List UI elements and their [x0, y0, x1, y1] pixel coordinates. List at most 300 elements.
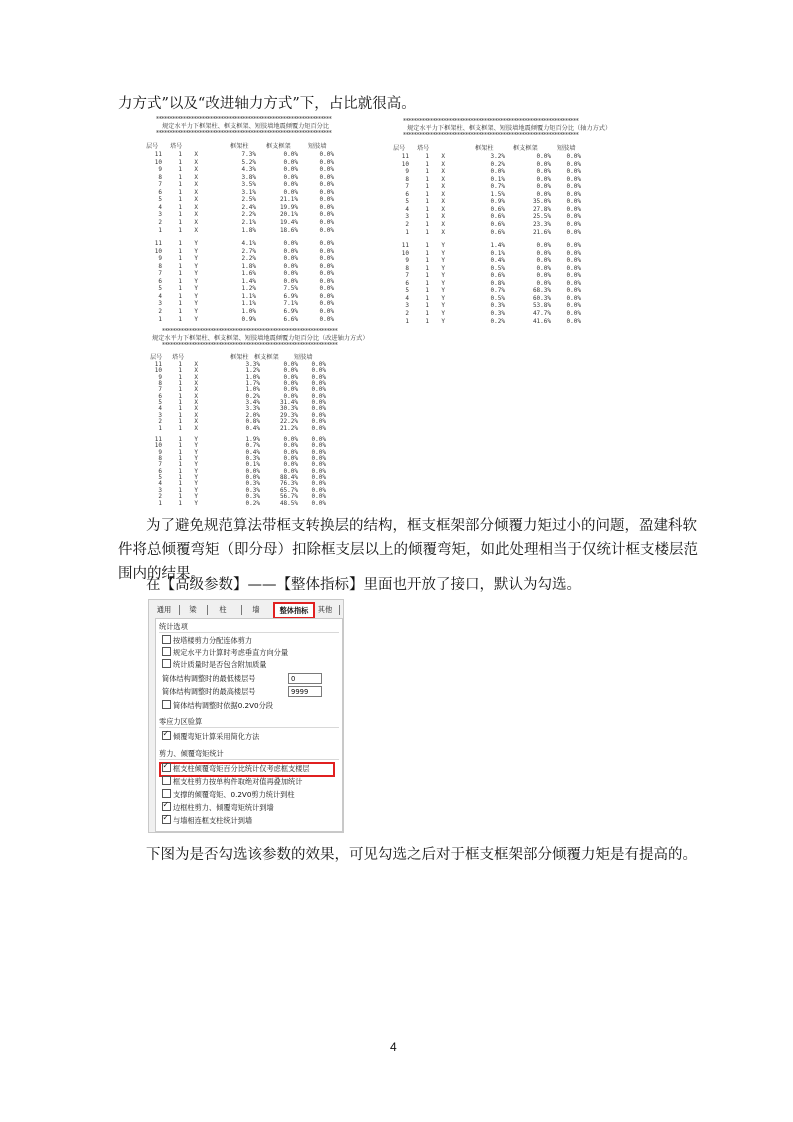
table-cell: 25.5%	[532, 213, 551, 221]
report-column-header: 框架柱	[230, 143, 249, 150]
table-cell: 0.0%	[311, 486, 326, 494]
checkbox-additional-mass[interactable]	[162, 659, 266, 669]
report-axial	[393, 112, 653, 325]
table-cell: 1	[178, 467, 182, 475]
table-cell: 2	[158, 218, 162, 226]
table-cell: 11	[154, 151, 162, 158]
table-cell: 1	[425, 213, 429, 221]
table-cell: 4	[158, 292, 162, 300]
checkbox-box[interactable]	[162, 763, 171, 772]
table-cell: 2	[405, 220, 409, 228]
table-cell: 1.9%	[245, 436, 260, 443]
table-cell: X	[194, 418, 198, 426]
table-cell: 0.0%	[319, 181, 334, 189]
table-cell: 0.0%	[283, 436, 298, 443]
table-cell: 8	[158, 380, 162, 388]
table-cell: 0.0%	[319, 196, 334, 204]
table-cell: 1	[178, 270, 182, 278]
checkbox-absolute-shear[interactable]	[162, 776, 302, 786]
table-cell: 0.0%	[536, 264, 551, 272]
table-cell: 1.0%	[245, 373, 260, 381]
table-cell: Y	[194, 240, 198, 247]
table-cell: 0.0%	[283, 442, 298, 450]
table-cell: 1	[425, 272, 429, 280]
table-cell: 1	[178, 436, 182, 443]
table-cell: 1	[425, 205, 429, 213]
table-cell: 23.3%	[532, 220, 551, 228]
table-cell: Y	[194, 292, 198, 300]
table-cell: Y	[194, 285, 198, 293]
table-cell: 2.1%	[241, 218, 256, 226]
checkbox-transfer-floor-only[interactable]	[162, 763, 310, 773]
table-cell: 4	[405, 294, 409, 302]
table-cell: X	[441, 175, 445, 183]
paragraph-explain-2: 件将总倾覆弯矩（即分母）扣除框支层以上的倾覆弯矩，如此处理相当于仅统计框支楼层范	[118, 542, 698, 558]
tab-overall-indicators[interactable]: 整体指标	[273, 602, 315, 619]
table-cell: 0.0%	[536, 272, 551, 280]
checkbox-label: 与墙相连框支柱统计到墙	[173, 816, 253, 825]
table-cell: 8	[158, 455, 162, 463]
table-cell: 0.0%	[311, 418, 326, 426]
table-cell: 1	[178, 418, 182, 426]
table-cell: 0.0%	[319, 270, 334, 278]
table-cell: 7	[158, 181, 162, 189]
table-cell: 11	[401, 242, 409, 249]
checkbox-label: 支撑的倾覆弯矩、0.2V0剪力统计到柱	[173, 790, 295, 799]
group-zero-stress-title: 零应力区验算	[159, 717, 203, 726]
table-cell: X	[194, 405, 198, 413]
table-cell: 9	[405, 257, 409, 265]
table-cell: 3.2%	[490, 153, 505, 160]
table-cell: 0.0%	[311, 448, 326, 456]
table-cell: 0.0%	[283, 461, 298, 469]
table-cell: 1	[178, 448, 182, 456]
table-cell: X	[194, 386, 198, 394]
table-cell: 0.0%	[283, 166, 298, 174]
table-cell: 0.0%	[319, 211, 334, 219]
table-cell: 48.5%	[279, 499, 298, 507]
table-cell: X	[194, 203, 198, 211]
table-cell: 1	[425, 168, 429, 176]
table-cell: 0.0%	[283, 455, 298, 463]
tab-other[interactable]: 其他	[317, 605, 333, 614]
table-cell: 1.4%	[241, 277, 256, 285]
table-cell: 21.2%	[279, 424, 298, 432]
table-cell: 1.2%	[245, 367, 260, 375]
checkbox-label: 倾覆弯矩计算采用简化方法	[173, 732, 260, 741]
table-cell: 0.0%	[536, 190, 551, 198]
table-cell: 0.0%	[566, 264, 581, 272]
table-cell: 0.1%	[245, 461, 260, 469]
table-cell: 0.0%	[283, 392, 298, 400]
table-cell: 0.5%	[490, 294, 505, 302]
table-cell: 3	[158, 411, 162, 419]
report-title: 规定水平力下框架柱、框支框架、短肢墙地震倾覆力矩百分比	[162, 123, 330, 130]
table-cell: 0.0%	[566, 153, 581, 160]
table-cell: 0.3%	[490, 302, 505, 310]
checkbox-box[interactable]	[162, 635, 171, 644]
table-cell: 18.6%	[279, 226, 298, 234]
table-cell: 7	[158, 461, 162, 469]
report-stars: *****************************************************************	[156, 130, 332, 137]
table-cell: 0.8%	[490, 279, 505, 287]
min-floor-label: 简体结构调整时的最低楼层号	[162, 674, 256, 683]
table-cell: 1	[178, 173, 182, 181]
checkbox-label: 按塔楼剪力分配连体剪力	[173, 636, 253, 645]
table-cell: 35.0%	[532, 198, 551, 206]
checkbox-tower-shear[interactable]	[162, 635, 252, 645]
table-cell: Y	[441, 317, 445, 325]
table-cell: 1	[405, 228, 409, 236]
table-cell: 0.0%	[311, 461, 326, 469]
table-cell: 1	[425, 309, 429, 317]
table-cell: 10	[154, 158, 162, 166]
table-cell: 10	[401, 160, 409, 168]
table-cell: 65.7%	[279, 486, 298, 494]
table-cell: 1.4%	[490, 242, 505, 249]
checkbox-box[interactable]	[162, 659, 171, 668]
table-cell: 1	[178, 399, 182, 407]
tab-wall[interactable]: 墙	[252, 605, 260, 614]
table-cell: 1.5%	[490, 190, 505, 198]
report-column-header: 短肢墙	[557, 145, 576, 152]
table-cell: 0.3%	[245, 486, 260, 494]
table-cell: 6.9%	[283, 292, 298, 300]
table-cell: 3.8%	[241, 173, 256, 181]
table-cell: 3.4%	[245, 399, 260, 407]
table-cell: 0.3%	[245, 480, 260, 488]
table-cell: 2.5%	[241, 196, 256, 204]
table-row	[393, 318, 593, 326]
table-cell: 1	[425, 257, 429, 265]
table-cell: 1	[178, 158, 182, 166]
table-cell: 2	[405, 309, 409, 317]
tab-general[interactable]: 通用	[156, 605, 172, 614]
table-cell: Y	[441, 279, 445, 287]
table-cell: 0.9%	[241, 315, 256, 323]
table-cell: 1	[178, 300, 182, 308]
table-cell: 7	[405, 272, 409, 280]
table-cell: 1	[178, 307, 182, 315]
tab-separator	[241, 605, 242, 615]
table-cell: Y	[194, 262, 198, 270]
report-stars: *****************************************************************	[162, 328, 338, 335]
table-cell: 2.2%	[241, 255, 256, 263]
table-cell: 0.7%	[245, 442, 260, 450]
table-cell: 19.4%	[279, 218, 298, 226]
table-cell: 0.6%	[490, 272, 505, 280]
table-cell: X	[194, 151, 198, 158]
table-cell: 2.2%	[241, 211, 256, 219]
table-cell: X	[441, 183, 445, 191]
table-cell: 5	[158, 196, 162, 204]
table-cell: 0.6%	[490, 228, 505, 236]
table-cell: 0.0%	[566, 205, 581, 213]
table-cell: 1	[158, 499, 162, 507]
report-column-header: 框架柱	[230, 354, 249, 361]
table-cell: 0.0%	[283, 270, 298, 278]
tab-column[interactable]: 柱	[219, 605, 227, 614]
table-cell: 0.0%	[311, 392, 326, 400]
table-cell: 6	[158, 467, 162, 475]
group-divider	[159, 632, 339, 633]
table-cell: 0.0%	[319, 292, 334, 300]
table-cell: 4	[405, 205, 409, 213]
table-cell: 1	[425, 220, 429, 228]
table-cell: 2.4%	[241, 203, 256, 211]
table-cell: 8	[405, 264, 409, 272]
table-cell: 3	[158, 300, 162, 308]
table-cell: 0.0%	[566, 242, 581, 249]
checkbox-segment-02v0[interactable]	[162, 700, 273, 710]
table-cell: 7	[158, 386, 162, 394]
table-cell: 1	[178, 262, 182, 270]
table-cell: 4	[158, 405, 162, 413]
table-cell: Y	[194, 442, 198, 450]
table-cell: 1	[405, 317, 409, 325]
checkbox-box[interactable]	[162, 802, 171, 811]
table-cell: Y	[194, 499, 198, 507]
report-stars: *****************************************************************	[162, 342, 338, 349]
table-cell: 1	[178, 474, 182, 482]
table-cell: 11	[154, 240, 162, 247]
table-cell: 0.0%	[311, 424, 326, 432]
settings-panel	[155, 618, 343, 832]
table-cell: 0.0%	[283, 380, 298, 388]
table-cell: 29.3%	[279, 411, 298, 419]
table-cell: 3.1%	[241, 188, 256, 196]
checkbox-box[interactable]	[162, 776, 171, 785]
table-cell: Y	[194, 315, 198, 323]
checkbox-box[interactable]	[162, 815, 171, 824]
table-cell: 53.8%	[532, 302, 551, 310]
report-column-header: 短肢墙	[308, 143, 327, 150]
tab-beam[interactable]: 梁	[189, 605, 197, 614]
table-cell: 0.0%	[319, 151, 334, 158]
table-cell: 0.0%	[566, 175, 581, 183]
page-number: 4	[390, 1040, 397, 1054]
table-cell: 1	[425, 302, 429, 310]
table-cell: 3	[405, 213, 409, 221]
table-cell: 1	[158, 424, 162, 432]
table-cell: X	[194, 367, 198, 375]
table-cell: 1	[178, 166, 182, 174]
table-cell: 0.0%	[319, 173, 334, 181]
checkbox-vertical-component[interactable]	[162, 647, 288, 657]
table-cell: Y	[194, 474, 198, 482]
table-cell: 0.0%	[536, 257, 551, 265]
table-cell: 9	[158, 448, 162, 456]
table-cell: 10	[154, 247, 162, 255]
tab-separator	[339, 605, 340, 615]
checkbox-simplified-moment[interactable]	[162, 731, 259, 741]
table-cell: 0.0%	[283, 367, 298, 375]
table-cell: 21.6%	[532, 228, 551, 236]
table-cell: 19.9%	[279, 203, 298, 211]
table-cell: 0.2%	[490, 317, 505, 325]
table-cell: 1	[178, 255, 182, 263]
table-cell: 10	[154, 442, 162, 450]
table-cell: 6	[405, 190, 409, 198]
table-cell: 56.7%	[279, 493, 298, 501]
report-column-header: 层号	[150, 354, 163, 361]
table-cell: Y	[194, 467, 198, 475]
table-cell: X	[194, 361, 198, 368]
table-cell: 0.0%	[566, 272, 581, 280]
table-cell: 1	[178, 442, 182, 450]
min-floor-input[interactable]: 0	[288, 673, 322, 684]
table-row	[146, 500, 346, 508]
table-cell: X	[194, 424, 198, 432]
table-cell: 1	[178, 392, 182, 400]
table-cell: 2.7%	[241, 247, 256, 255]
table-cell: 7.1%	[283, 300, 298, 308]
table-cell: 0.0%	[283, 262, 298, 270]
table-cell: 3.5%	[241, 181, 256, 189]
table-cell: 0.0%	[319, 203, 334, 211]
table-cell: 6	[158, 392, 162, 400]
table-cell: 1	[178, 486, 182, 494]
table-cell: 0.0%	[311, 455, 326, 463]
checkbox-box[interactable]	[162, 731, 171, 740]
table-cell: 0.0%	[566, 287, 581, 295]
table-cell: X	[194, 399, 198, 407]
max-floor-label: 简体结构调整时的最高楼层号	[162, 687, 256, 696]
table-cell: 4	[158, 480, 162, 488]
table-cell: 0.4%	[245, 448, 260, 456]
table-cell: 0.2%	[490, 160, 505, 168]
table-cell: X	[441, 205, 445, 213]
table-cell: 1	[178, 424, 182, 432]
checkbox-brace-to-column[interactable]	[162, 789, 295, 799]
table-cell: 41.6%	[532, 317, 551, 325]
tab-separator	[179, 605, 180, 615]
table-cell: 0.0%	[566, 160, 581, 168]
table-cell: 0.6%	[490, 205, 505, 213]
table-cell: 1	[178, 226, 182, 234]
table-cell: Y	[194, 486, 198, 494]
table-cell: 0.0%	[536, 249, 551, 257]
table-cell: 3	[405, 302, 409, 310]
table-cell: 0.7%	[490, 287, 505, 295]
checkbox-box[interactable]	[162, 647, 171, 656]
report-stars: *****************************************************************	[156, 116, 332, 123]
table-cell: 1	[178, 411, 182, 419]
table-cell: 0.0%	[319, 166, 334, 174]
table-cell: 0.0%	[311, 480, 326, 488]
table-cell: 0.0%	[311, 399, 326, 407]
paragraph-conclusion: 下图为是否勾选该参数的效果，可见勾选之后对于框支框架部分倾覆力矩是有提高的。	[146, 847, 697, 863]
table-cell: X	[194, 173, 198, 181]
table-cell: 0.0%	[311, 411, 326, 419]
checkbox-box[interactable]	[162, 700, 171, 709]
table-cell: 1.6%	[241, 270, 256, 278]
table-cell: Y	[194, 480, 198, 488]
table-cell: 1	[178, 203, 182, 211]
table-row	[146, 227, 346, 235]
table-cell: 0.0%	[319, 247, 334, 255]
table-cell: 1	[178, 367, 182, 375]
table-cell: 20.1%	[279, 211, 298, 219]
table-cell: 9	[158, 255, 162, 263]
paragraph-intro: 力方式”以及“改进轴力方式”下，占比就很高。	[118, 96, 416, 112]
table-cell: Y	[441, 264, 445, 272]
table-cell: 2	[158, 493, 162, 501]
table-cell: X	[194, 380, 198, 388]
table-cell: 0.0%	[319, 218, 334, 226]
table-cell: 0.0%	[536, 160, 551, 168]
table-cell: 8	[158, 173, 162, 181]
table-cell: X	[441, 198, 445, 206]
table-cell: 0.0%	[566, 302, 581, 310]
table-cell: X	[194, 211, 198, 219]
table-cell: 0.0%	[311, 442, 326, 450]
table-cell: 1	[178, 211, 182, 219]
table-cell: 0.0%	[319, 300, 334, 308]
table-cell: 0.0%	[536, 153, 551, 160]
group-divider	[159, 727, 339, 728]
table-cell: X	[194, 196, 198, 204]
table-cell: 0.0%	[283, 467, 298, 475]
table-cell: 0.0%	[283, 240, 298, 247]
table-cell: 0.0%	[311, 474, 326, 482]
table-cell: 3.3%	[245, 405, 260, 413]
table-cell: 1	[178, 218, 182, 226]
table-cell: 1.1%	[241, 292, 256, 300]
table-cell: 1	[425, 317, 429, 325]
table-cell: 0.0%	[283, 361, 298, 368]
checkbox-wall-connected-column[interactable]	[162, 815, 252, 825]
table-cell: 0.0%	[283, 247, 298, 255]
table-cell: 5	[405, 198, 409, 206]
table-cell: 2	[158, 307, 162, 315]
table-cell: 9	[158, 373, 162, 381]
table-cell: 0.4%	[245, 424, 260, 432]
table-cell: 1	[178, 181, 182, 189]
table-cell: 0.0%	[311, 361, 326, 368]
table-cell: 7	[158, 270, 162, 278]
paragraph-explain-1: 为了避免规范算法带框支转换层的结构，框支框架部分倾覆力矩过小的问题，盈建科软	[146, 518, 697, 534]
table-cell: 0.0%	[566, 213, 581, 221]
checkbox-label: 框支柱倾覆弯矩百分比统计仅考虑框支楼层	[173, 764, 310, 773]
table-cell: 1	[158, 226, 162, 234]
table-cell: Y	[194, 461, 198, 469]
table-cell: 1	[178, 285, 182, 293]
table-cell: 0.0%	[245, 474, 260, 482]
table-cell: 0.0%	[283, 448, 298, 456]
table-cell: 0.0%	[283, 181, 298, 189]
table-cell: 0.0%	[319, 188, 334, 196]
table-cell: X	[194, 188, 198, 196]
table-cell: 1	[178, 315, 182, 323]
table-cell: 8	[158, 262, 162, 270]
paragraph-parameter: 在【高级参数】——【整体指标】里面也开放了接口，默认为勾选。	[146, 577, 581, 593]
table-cell: 0.0%	[490, 168, 505, 176]
report-column-header: 框架柱	[475, 145, 494, 152]
table-cell: 0.0%	[283, 151, 298, 158]
report-column-header: 塔号	[417, 145, 430, 152]
table-cell: Y	[194, 448, 198, 456]
max-floor-input[interactable]: 9999	[288, 686, 322, 697]
checkbox-boundary-column-to-wall[interactable]	[162, 802, 274, 812]
table-cell: 1	[178, 480, 182, 488]
table-cell: 9	[405, 168, 409, 176]
table-cell: 47.7%	[532, 309, 551, 317]
table-cell: 0.6%	[490, 213, 505, 221]
table-cell: 60.3%	[532, 294, 551, 302]
checkbox-box[interactable]	[162, 789, 171, 798]
table-cell: X	[441, 168, 445, 176]
